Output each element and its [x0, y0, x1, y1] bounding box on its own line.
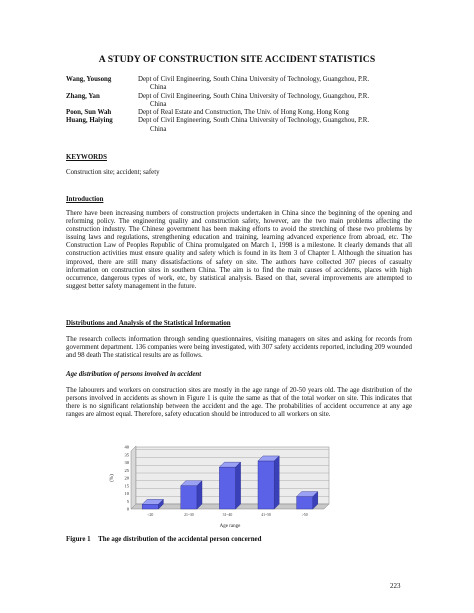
y-tick-label: 20	[124, 475, 129, 481]
y-axis-label: (%)	[110, 474, 115, 482]
y-tick-label: 30	[124, 460, 129, 466]
chart-side-wall	[131, 446, 136, 509]
author-row	[66, 117, 426, 134]
affiliation-line: Dept of Civil Engineering, South China University of Technology, Guangzhou, P.R.	[138, 117, 370, 125]
y-tick-label: 40	[124, 444, 129, 450]
figure-number: Figure 1	[66, 536, 91, 543]
figure-caption-text: The age distribution of the accidental person concerned	[98, 536, 262, 543]
affiliation-line: China	[150, 84, 167, 92]
bar-side	[236, 462, 241, 509]
figure-caption	[66, 536, 261, 543]
author-row	[66, 109, 426, 117]
bar	[219, 467, 235, 509]
age-distribution-text: The labourers and workers on construction sites are mostly in the age range of 20-50 years old. The age distribution of the persons involved in accidents as shown in Figure 1 is quite the same as that of the total worker on site. This indicates that there is no significant relationship between the accident and the age. The probabilities of accident occurrence at any age ranges are almost equal. Therefore, safety education should be introduced to all workers on site.	[66, 387, 412, 419]
bar	[181, 486, 197, 509]
age-distribution-heading: Age distribution of persons involved in accident	[66, 371, 202, 378]
x-tick-label: 31~40	[222, 513, 233, 517]
x-tick-label: 41~50	[261, 513, 271, 517]
affiliation-line: China	[150, 125, 167, 133]
y-tick-label: 0	[126, 506, 129, 512]
author-affiliation	[138, 76, 426, 93]
affiliation-line: Dept of Real Estate and Construction, The Univ. of Hong Kong, Hong Kong	[138, 109, 349, 117]
bar	[297, 497, 313, 509]
paper-title: A STUDY OF CONSTRUCTION SITE ACCIDENT STATISTICS	[98, 54, 376, 65]
x-tick-label: >50	[301, 513, 308, 517]
keywords-text: Construction site; accident; safety	[66, 169, 160, 176]
introduction-heading: Introduction	[66, 196, 104, 203]
y-tick-label: 35	[124, 452, 129, 458]
bar-side	[274, 456, 279, 509]
x-axis-label: Age range	[219, 524, 241, 529]
distributions-text: The research collects information through sending questionnaires, visiting managers on sites and asking for records from government department. 136 companies were being investigated, with 307 safety accidents reported, including 209 wounded and 98 death The statistical results are as follows.	[66, 336, 412, 360]
author-row	[66, 93, 426, 110]
author-list	[66, 76, 426, 134]
y-tick-label: 25	[124, 467, 129, 473]
affiliation-line: Dept of Civil Engineering, South China University of Technology, Guangzhou, P.R.	[138, 92, 370, 100]
y-tick-label: 15	[124, 483, 129, 489]
author-name: Poon, Sun Wah	[66, 109, 112, 117]
author-name: Zhang, Yan	[66, 92, 100, 100]
affiliation-line: China	[150, 100, 167, 108]
introduction-text: There have been increasing numbers of construction projects undertaken in China since the beginning of the opening and reforming policy. The engineering quality and construction safety, however, are the two main problems affecting the construction industry. The Chinese government has been making efforts to avoid the stretching of these two problems by issuing laws and regulations, strengthening education and training, learning advanced experience from abroad, etc. The Construction Law of Peoples Republic of China promulgated on March 1, 1998 is a milestone. It clearly demands that all construction activities must ensure quality and safety which is found in its Item 3 of Chapter I. Although the situation has improved, there are still many dissatisfactions of safety on site. The authors have collected 307 pieces of casualty information on construction sites in southern China. The aim is to find the main causes of accidents, places with high occurrence, dangerous types of work, etc, by statistical analysis. Based on that, several improvements are attempted to suggest better safety management in the future.	[66, 210, 412, 290]
chart-svg	[105, 443, 335, 529]
page-number: 223	[390, 582, 401, 590]
bar-side	[197, 481, 202, 509]
x-tick-label: <20	[147, 513, 154, 517]
y-tick-label: 10	[124, 491, 129, 497]
author-affiliation	[138, 117, 426, 134]
bar	[258, 461, 274, 509]
keywords-heading: KEYWORDS	[66, 154, 107, 161]
distributions-heading: Distributions and Analysis of the Statistical Information	[66, 320, 231, 327]
author-affiliation	[138, 93, 426, 110]
author-affiliation	[138, 109, 426, 117]
x-tick-label: 21~30	[184, 513, 194, 517]
age-distribution-chart	[105, 443, 335, 529]
author-row	[66, 76, 426, 93]
affiliation-line: Dept of Civil Engineering, South China University of Technology, Guangzhou, P.R.	[138, 76, 370, 83]
author-name: Huang, Haiying	[66, 117, 113, 125]
y-tick-label: 5	[126, 498, 129, 504]
bar	[142, 504, 158, 509]
author-name: Wang, Yousong	[66, 76, 112, 83]
